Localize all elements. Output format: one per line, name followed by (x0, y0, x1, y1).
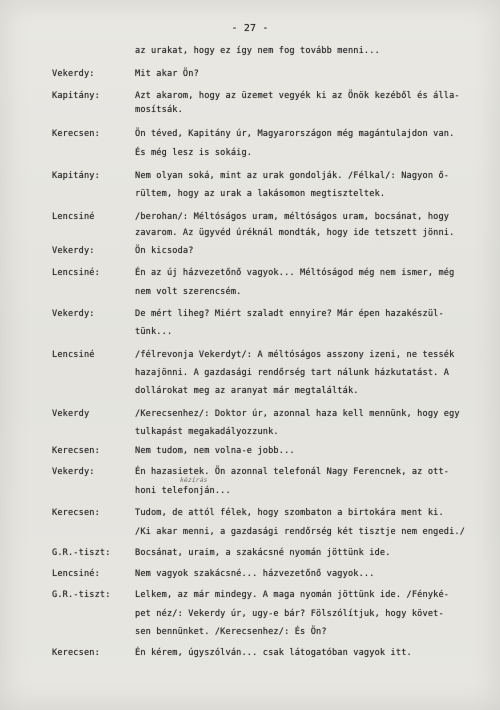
page-number: - 27 - (231, 23, 269, 34)
dialogue-line: Én kérem, úgyszólván... csak látogatóban vagyok itt. (135, 648, 412, 658)
speaker-label: Kerecsen: (52, 508, 100, 518)
speaker-label: Kapitány: (52, 171, 100, 181)
speaker-label: Vekerdy: (52, 246, 95, 256)
speaker-label: Vekerdy: (52, 309, 95, 319)
speaker-label: G.R.-tiszt: (52, 548, 111, 558)
dialogue-line: Nem olyan soká, mint az urak gondolják. /Félkal/: Nagyon ő- (135, 171, 450, 181)
dialogue-line: De mért liheg? Miért szaladt ennyire? Már épen hazakészül- (135, 309, 444, 319)
dialogue-line: sen bennünket. /Kerecsenhez/: És Ön? (135, 627, 327, 637)
dialogue-line: /berohan/: Méltóságos uram, méltóságos uram, bocsánat, hogy (135, 212, 450, 222)
speaker-label: Kerecsen: (52, 446, 100, 456)
dialogue-line: Bocsánat, uraim, a szakácsné nyomán jöttünk ide. (135, 548, 391, 558)
dialogue-line: rültem, hogy az urak a lakásomon megtiszteltek. (135, 189, 386, 199)
dialogue-line: /Ki akar menni, a gazdasági rendőrség két tisztje nem engedi./ (135, 527, 466, 537)
dialogue-line: /félrevonja Vekerdyt/: A méltóságos asszony izeni, ne tessék (135, 350, 455, 360)
dialogue-line: tünk... (135, 327, 173, 337)
dialogue-line: Nem tudom, nem volna-e jobb... (135, 446, 295, 456)
dialogue-line: pet néz/: Vekerdy úr, ugy-e bár? Fölszólítjuk, hogy követ- (135, 609, 444, 619)
dialogue-line: Én az új házvezetőnő vagyok... Méltóságod még nem ismer, még (135, 268, 455, 278)
speaker-label: Vekerdy (52, 409, 90, 419)
speaker-label: Kerecsen: (52, 129, 100, 139)
dialogue-line: hazajönni. A gazdasági rendőrség tart nálunk házkutatást. A (135, 368, 450, 378)
dialogue-line: mosítsák. (135, 105, 183, 115)
dialogue-line: Ön kicsoda? (135, 246, 194, 256)
dialogue-line: az urakat, hogy ez így nem fog tovább menni... (135, 46, 380, 56)
speaker-label: Lencsiné (52, 212, 95, 222)
speaker-label: Vekerdy: (52, 467, 95, 477)
speaker-label: Lencsiné: (52, 268, 100, 278)
dialogue-line: honi telefonján... (135, 486, 231, 496)
dialogue-line: zavarom. Az ügyvéd úréknál mondták, hogy ide tetszett jönni. (135, 228, 455, 238)
dialogue-line: Tudom, de attól félek, hogy szombaton a birtokára ment ki. (135, 508, 444, 518)
speaker-label: Vekerdy: (52, 69, 95, 79)
dialogue-line: Mit akar Ön? (135, 69, 199, 79)
dialogue-line: nem volt szerencsém. (135, 287, 242, 297)
dialogue-line: Én hazasietek. Ön azonnal telefonál Nagy Ferencnek, az ott- (135, 467, 450, 477)
dialogue-line: Lelkem, az már mindegy. A maga nyomán jöttünk ide. /Fényké- (135, 590, 450, 600)
speaker-label: Lencsiné: (52, 569, 100, 579)
speaker-label: Lencsiné (52, 350, 95, 360)
dialogue-line: Nem vagyok szakácsné... házvezetőnő vagyok... (135, 569, 375, 579)
speaker-label: Kapitány: (52, 91, 100, 101)
speaker-label: G.R.-tiszt: (52, 590, 111, 600)
handwritten-note: kézírás (180, 476, 208, 484)
dialogue-line: És még lesz is sokáig. (135, 148, 253, 158)
dialogue-line: dollárokat meg az aranyat már megtalálták. (135, 386, 359, 396)
dialogue-line: /Kerecsenhez/: Doktor úr, azonnal haza kell mennünk, hogy egy (135, 409, 460, 419)
speaker-label: Kerecsen: (52, 648, 100, 658)
dialogue-line: tulkapást megakadályozzunk. (135, 427, 279, 437)
dialogue-line: Ön téved, Kapitány úr, Magyarországon még magántulajdon van. (135, 129, 455, 139)
dialogue-line: Azt akarom, hogy az üzemet vegyék ki az Önök kezéből és álla- (135, 91, 460, 101)
